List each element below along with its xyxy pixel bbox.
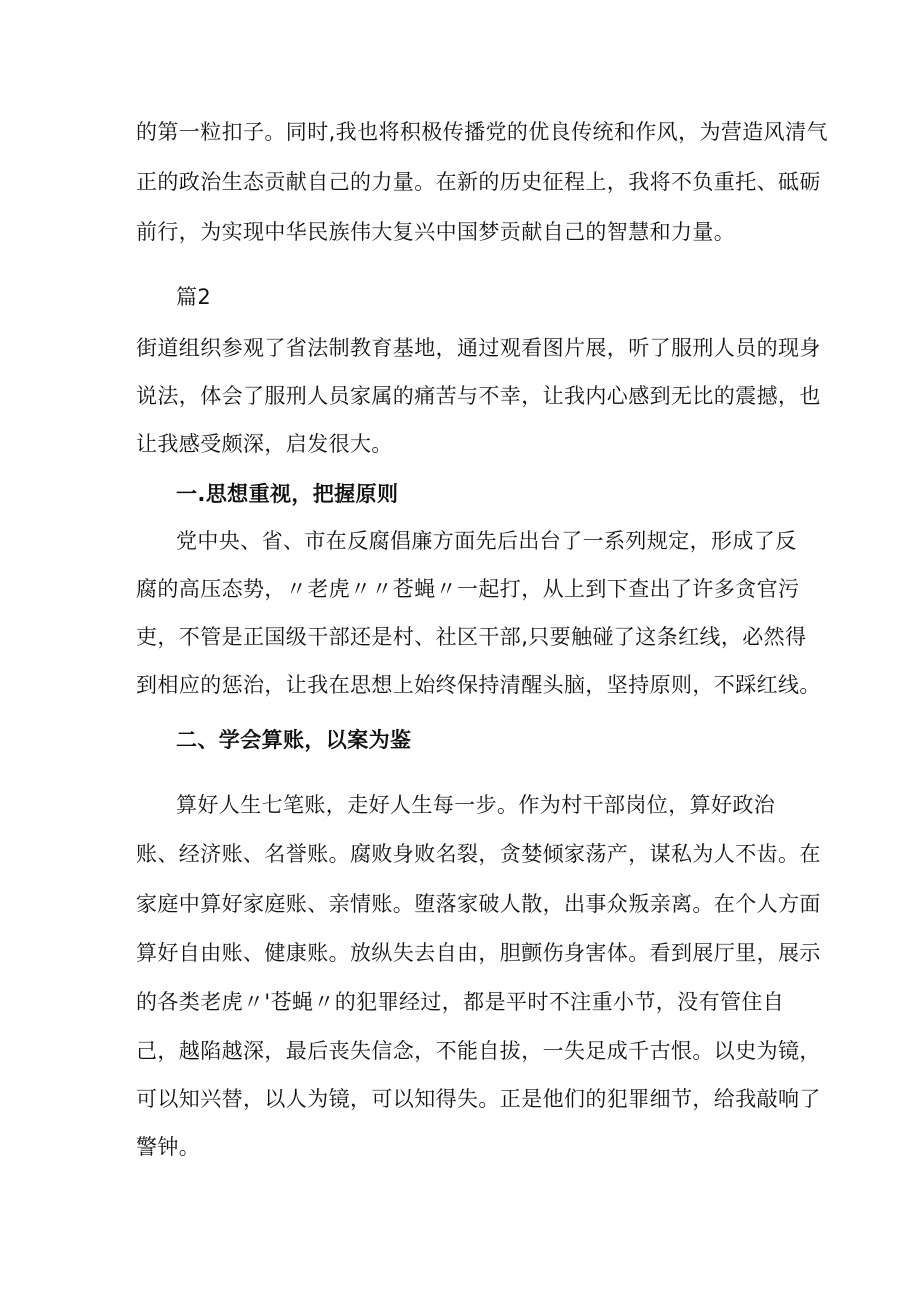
paragraph-2-line: 的各类老虎〃'苍蝇〃的犯罪经过，都是平时不注重小节，没有管住自 (136, 990, 785, 1014)
opening-line: 说法，体会了服刑人员家属的痛苦与不幸，让我内心感到无比的震撼，也 (136, 384, 821, 408)
heading-principles: 一.思想重视，把握原则 (176, 482, 399, 506)
paragraph-2-line: 己，越陷越深，最后丧失信念，不能自拔，一失足成千古恨。以史为镜， (136, 1039, 821, 1063)
intro-line: 前行，为实现中华民族伟大复兴中国梦贡献自己的智慧和力量。 (136, 220, 736, 244)
paragraph-2-line: 账、经济账、名誉账。腐败身败名裂，贪婪倾家荡产，谋私为人不齿。在 (136, 842, 821, 866)
paragraph-1-line: 到相应的惩治，让我在思想上始终保持清醒头脑，坚持原则，不踩红线。 (136, 673, 821, 697)
intro-line: 正的政治生态贡献自己的力量。在新的历史征程上，我将不负重托、砥砺 (136, 170, 821, 194)
paragraph-2-line: 算好人生七笔账，走好人生每一步。作为村干部岗位，算好政治 (176, 793, 776, 817)
paragraph-2-line: 算好自由账、健康账。放纵失去自由，胆颤伤身害体。看到展厅里，展示 (136, 941, 821, 965)
intro-line: 的第一粒扣子。同时,我也将积极传播党的优良传统和作风，为营造风清气 (136, 120, 828, 144)
section-title: 篇2 (176, 285, 212, 309)
heading-accounts: 二、学会算账，以案为鉴 (176, 728, 412, 752)
paragraph-2-line: 警钟。 (136, 1135, 201, 1159)
opening-line: 让我感受颇深，启发很大。 (136, 432, 393, 456)
paragraph-1-line: 腐的高压态势，〃老虎〃〃苍蝇〃一起打，从上到下查出了许多贪官污 (136, 577, 800, 601)
paragraph-1-line: 吏，不管是正国级干部还是村、社区干部,只要触碰了这条红线，必然得 (136, 625, 807, 649)
paragraph-2-line: 家庭中算好家庭账、亲情账。堕落家破人散，出事众叛亲离。在个人方面 (136, 892, 821, 916)
paragraph-2-line: 可以知兴替，以人为镜，可以知得失。正是他们的犯罪细节，给我敲响了 (136, 1087, 821, 1111)
paragraph-1-line: 党中央、省、市在反腐倡廉方面先后出台了一系列规定，形成了反 (176, 529, 797, 553)
opening-line: 街道组织参观了省法制教育基地，通过观看图片展，听了服刑人员的现身 (136, 336, 821, 360)
